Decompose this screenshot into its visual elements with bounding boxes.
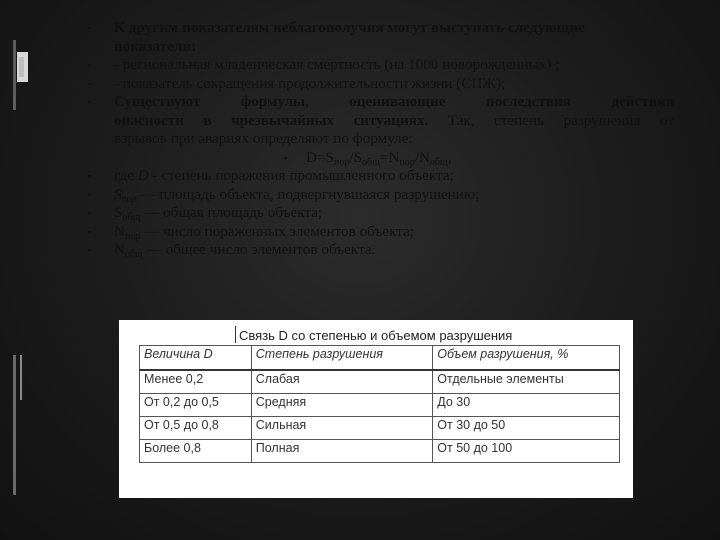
bullet-icon: ▪ bbox=[88, 23, 92, 33]
table-cell: Средняя bbox=[251, 394, 433, 417]
def-text: - степень поражения промышленного объекта; bbox=[148, 167, 454, 184]
def-sub: пор bbox=[124, 230, 141, 242]
column-header: Степень разрушения bbox=[251, 346, 433, 371]
definition-item bbox=[88, 167, 674, 186]
formulas-line-1: Существуют формулы, оценивающие последствия действия bbox=[114, 93, 674, 110]
def-text: — общая площадь объекта; bbox=[140, 204, 323, 221]
formula-sub: общ bbox=[362, 156, 380, 168]
formula-part: D=S bbox=[306, 148, 334, 166]
list-item bbox=[88, 19, 674, 56]
table-cell: Сильная bbox=[251, 417, 433, 440]
definition-item bbox=[88, 186, 674, 205]
formula-part: , bbox=[447, 148, 452, 166]
damage-table bbox=[139, 345, 620, 463]
bullet-icon: ▪ bbox=[88, 78, 92, 89]
decorative-bar-inner bbox=[19, 57, 24, 77]
def-text: — площадь объекта, подвергнувшаяся разрушению; bbox=[136, 185, 480, 203]
list-item bbox=[88, 56, 674, 75]
intro-line-1: К другим показателям неблагополучия могут выступать следующие bbox=[114, 19, 585, 36]
table-row bbox=[140, 440, 620, 463]
formula-sub: пор bbox=[333, 156, 350, 168]
item-text: - показатель сокращения продолжительности жизни (СПЖ); bbox=[114, 74, 506, 92]
list-item bbox=[88, 75, 674, 94]
list-item bbox=[88, 93, 674, 149]
bullet-icon: ▪ bbox=[88, 245, 92, 255]
table-cell: Отдельные элементы bbox=[433, 370, 620, 394]
bullet-icon: ▪ bbox=[88, 97, 92, 107]
def-symbol: S bbox=[114, 204, 123, 221]
formula-part: /S bbox=[349, 148, 363, 166]
formulas-bold-part: опасности в чрезвычайных ситуациях. bbox=[114, 111, 429, 129]
def-symbol: N bbox=[114, 222, 125, 240]
def-pre: где bbox=[114, 167, 138, 184]
table-cell: От 50 до 100 bbox=[433, 440, 620, 463]
definition-item bbox=[88, 223, 674, 242]
table-header-row bbox=[140, 346, 620, 371]
damage-table-panel bbox=[119, 320, 633, 498]
def-symbol: N bbox=[114, 241, 125, 258]
intro-line-2: показатели: bbox=[114, 37, 197, 55]
column-header: Величина D bbox=[140, 346, 252, 371]
formula-row bbox=[88, 149, 674, 168]
slide-text bbox=[88, 19, 674, 260]
bullet-icon: ▪ bbox=[88, 60, 92, 70]
formula-part: =N bbox=[379, 148, 400, 166]
def-symbol: S bbox=[114, 185, 122, 203]
table-cell: От 0,2 до 0,5 bbox=[140, 394, 252, 417]
formulas-rest-part: Так, степень разрушения от bbox=[447, 111, 674, 129]
formula-part: /N bbox=[414, 148, 430, 166]
table-cell: От 0,5 до 0,8 bbox=[140, 417, 252, 440]
column-header: Объем разрушения, % bbox=[433, 346, 620, 371]
decorative-line bbox=[13, 355, 16, 495]
text-caret bbox=[235, 326, 236, 343]
def-text: — общее число элементов объекта. bbox=[142, 241, 376, 258]
table-cell: От 30 до 50 bbox=[433, 417, 620, 440]
bullet-icon: ▪ bbox=[284, 152, 288, 163]
formulas-line-2 bbox=[114, 112, 674, 131]
table-cell: Слабая bbox=[251, 370, 433, 394]
decorative-line bbox=[13, 40, 16, 110]
formula bbox=[306, 149, 452, 166]
formula-sub: пор bbox=[399, 156, 415, 168]
table-row bbox=[140, 370, 620, 394]
bullet-icon: ▪ bbox=[88, 226, 92, 237]
def-sub: общ bbox=[122, 212, 141, 223]
item-text: - региональная младенческая смертность (на 1000 новорожденных) ; bbox=[114, 56, 560, 73]
bullet-icon: ▪ bbox=[88, 189, 92, 200]
def-sub: общ bbox=[124, 249, 143, 260]
definition-item bbox=[88, 204, 674, 223]
formula-sub: общ bbox=[429, 156, 448, 168]
formulas-line-3: взрывов при авариях определяют по формуле: bbox=[114, 130, 413, 147]
bullet-icon: ▪ bbox=[88, 171, 92, 181]
def-sub: пор bbox=[121, 193, 137, 205]
table-cell: Более 0,8 bbox=[140, 440, 252, 463]
table-row bbox=[140, 394, 620, 417]
table-row bbox=[140, 417, 620, 440]
def-symbol: D bbox=[137, 167, 149, 184]
def-text: — число пораженных элементов объекта; bbox=[140, 222, 415, 240]
table-cell: До 30 bbox=[433, 394, 620, 417]
table-cell: Полная bbox=[251, 440, 433, 463]
table-cell: Менее 0,2 bbox=[140, 370, 252, 394]
decorative-line bbox=[20, 355, 22, 400]
bullet-icon: ▪ bbox=[88, 208, 92, 218]
definition-item bbox=[88, 241, 674, 260]
table-title: Связь D со степенью и объемом разрушения bbox=[239, 328, 513, 343]
